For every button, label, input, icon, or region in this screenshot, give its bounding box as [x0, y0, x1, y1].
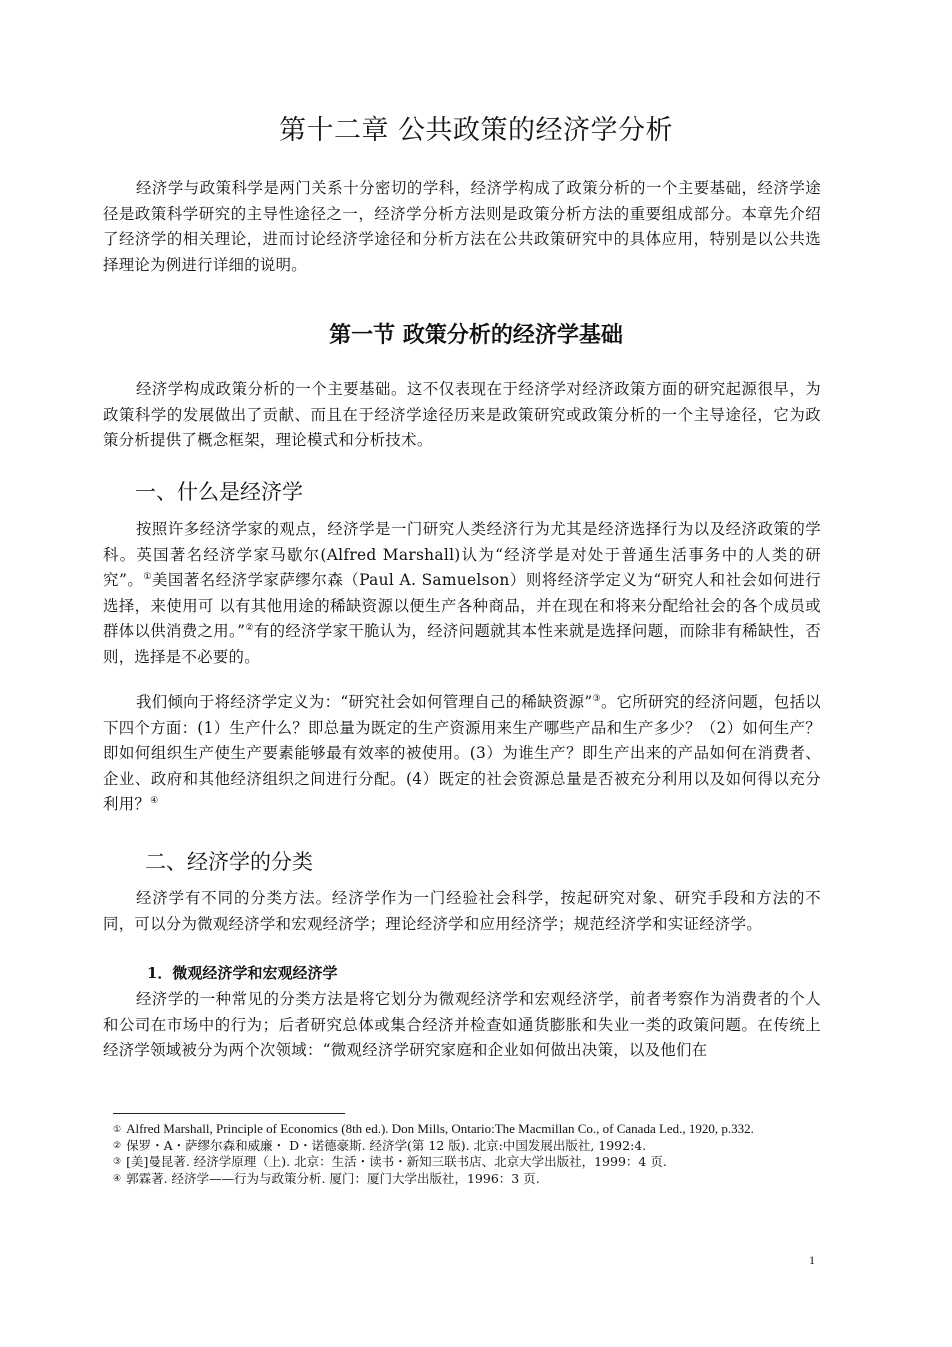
definition-paragraph [103, 517, 821, 670]
definition-text-c: 有的经济学家干脆认为，经济问题就其本性来就是选择问题，而除非有稀缺性，否则，选择是不必要的。 [103, 622, 822, 666]
subsection-title-classification: 二、经济学的分类 [145, 850, 313, 874]
footnote-text: 保罗・A・萨缪尔森和威廉・ D・诺德豪斯. 经济学(第 12 版). 北京:中国发展出版社, 1992:4. [126, 1137, 647, 1153]
footnote-divider [113, 1113, 345, 1114]
footnote-ref-4[interactable]: ④ [150, 795, 159, 806]
classification-paragraph: 经济学有不同的分类方法。经济学作为一门经验社会科学，按起研究对象、研究手段和方法的不同，可以分为微观经济学和宏观经济学；理论经济学和应用经济学；规范经济学和实证经济学。 [103, 889, 821, 933]
micro-macro-heading: 1．微观经济学和宏观经济学 [147, 964, 338, 982]
four-questions-text-b: 。它所研究的经济问题，包括以下四个方面：(1）生产什么？即总量为既定的生产资源用来生产哪些产品和生产多少？（2）如何生产？即如何组织生产使生产要素能够最有效率的被使用。(3）为谁生产？即生产出来的产品如何在消费者、企业、政府和其他经济组织之间进行分配。(4）既定的社会资源总量是否被充分利用以及如何得以充分利用？ [103, 693, 821, 813]
footnote-1 [113, 1121, 813, 1138]
definition-text-b: 美国著名经济学家萨缪尔森（Paul A. Samuelson）则将经济学定义为“研究人和社会如何进行选择，来使用可 以有其他用途的稀缺资源以便生产各种商品，并在现在和将来分配给社会的各个成员或群体以供消费之用。” [103, 571, 821, 640]
section-intro-paragraph: 经济学构成政策分析的一个主要基础。这不仅表现在于经济学对经济政策方面的研究起源很早，为政策科学的发展做出了贡献、而且在于经济学途径历来是政策研究或政策分析的一个主导途径，它为政策分析提供了概念框架，理论模式和分析技术。 [103, 380, 821, 449]
footnote-text: Alfred Marshall, Principle of Economics (8th ed.). Don Mills, Ontario:The Macmillan Co., of Canada Led., 1920, p.332. [126, 1121, 754, 1136]
footnotes [113, 1121, 813, 1187]
micro-macro-paragraph: 经济学的一种常见的分类方法是将它划分为微观经济学和宏观经济学，前者考察作为消费者的个人和公司在市场中的行为；后者研究总体或集合经济并检查如通货膨胀和失业一类的政策问题。在传统上经济学领域被分为两个次领域：“微观经济学研究家庭和企业如何做出决策，以及他们在 [103, 990, 821, 1059]
four-questions-paragraph [103, 690, 821, 818]
footnote-2 [113, 1138, 813, 1155]
footnote-mark: ③ [113, 1157, 122, 1167]
section-title: 第一节 政策分析的经济学基础 [329, 323, 623, 348]
footnote-ref-3[interactable]: ③ [592, 693, 601, 704]
four-questions-text-a: 我们倾向于将经济学定义为：“研究社会如何管理自己的稀缺资源” [136, 693, 593, 711]
footnote-mark: ④ [113, 1173, 122, 1184]
footnote-3 [113, 1154, 813, 1171]
footnote-text: 郭霖著. 经济学——行为与政策分析. 厦门：厦门大学出版社，1996：3 页. [126, 1170, 540, 1186]
chapter-title: 第十二章 公共政策的经济学分析 [278, 115, 674, 146]
footnote-ref-1[interactable]: ① [143, 571, 152, 582]
footnote-ref-2[interactable]: ② [245, 622, 254, 633]
footnote-text: [美]曼昆著. 经济学原理（上). 北京：生活・读书・新知三联书店、北京大学出版社，1999：4 页. [126, 1154, 667, 1169]
intro-paragraph: 经济学与政策科学是两门关系十分密切的学科，经济学构成了政策分析的一个主要基础，经济学途径是政策科学研究的主导性途径之一，经济学分析方法则是政策分析方法的重要组成部分。本章先介绍了经济学的相关理论，进而讨论经济学途径和分析方法在公共政策研究中的具体应用，特别是以公共选择理论为例进行详细的说明。 [103, 179, 821, 274]
footnote-mark: ② [113, 1140, 122, 1151]
page-number: 1 [809, 1253, 815, 1267]
definition-text-a: 按照许多经济学家的观点，经济学是一门研究人类经济行为尤其是经济选择行为以及经济政策的学科。英国著名经济学家马歇尔(Alfred Marshall)认为“经济学是对处于普通生活事务中的人类的研究”。 [103, 520, 821, 589]
footnote-mark: ① [113, 1124, 122, 1134]
footnote-4 [113, 1171, 813, 1188]
subsection-title-what-is-economics: 一、什么是经济学 [135, 480, 303, 504]
